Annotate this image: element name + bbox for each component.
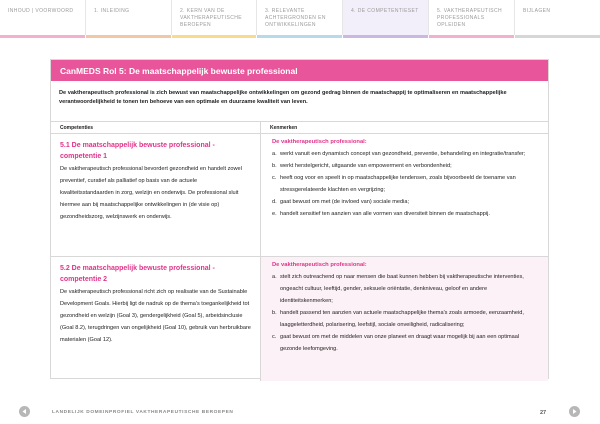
tab-inleiding[interactable] — [86, 0, 172, 35]
tab-color-bar — [515, 35, 600, 38]
list-item — [272, 172, 540, 196]
next-page-button[interactable] — [569, 406, 580, 417]
column-header-kenmerken: Kenmerken — [270, 125, 298, 131]
tab-color-bar — [86, 35, 171, 38]
tab-opleiden[interactable] — [429, 0, 515, 35]
competence-cell — [51, 134, 261, 256]
list-item — [272, 208, 540, 220]
list-item — [272, 307, 540, 331]
list-item — [272, 160, 540, 172]
characteristics-title: De vaktherapeutisch professional: — [272, 262, 367, 268]
list-letter: d. — [272, 199, 277, 205]
tab-bijlagen[interactable] — [515, 0, 600, 35]
tab-label: BIJLAGEN — [523, 8, 551, 14]
list-letter: a. — [272, 151, 277, 157]
competency-card — [50, 59, 549, 379]
arrow-left-icon — [19, 406, 30, 417]
list-item — [272, 331, 540, 355]
tab-competentieset[interactable] — [343, 0, 429, 35]
table-row — [51, 257, 548, 381]
list-text: gaat bewust om met (de invloed van) sociale media; — [280, 199, 410, 205]
arrow-right-icon — [569, 406, 580, 417]
tab-label: 2. KERN VAN DE VAKTHERAPEUTISCHE BEROEPEN — [180, 8, 242, 28]
competence-text: De vaktherapeutisch professional richt zich op realisatie van de Sustainable Development Goals. Hierbij ligt de nadruk op de thema's toegankelijkheid tot gezondheid en welzijn (Goal 3), gendergelijkheid (Goal 5), arbeidsinclusie (Goal 8.2), terugdringen van ongelijkheid (Goal 10), gebruik van herbruikbare materialen (Goal 12). — [60, 289, 251, 343]
tab-inhoud[interactable] — [0, 0, 86, 35]
characteristics-list — [272, 148, 540, 220]
tab-label: 3. RELEVANTE ACHTERGRONDEN EN ONTWIKKELINGEN — [265, 8, 326, 28]
list-text: stelt zich outreachend op naar mensen die baat kunnen hebben bij vaktherapeutische interventies, ongeacht cultuur, leeftijd, gender, seksuele oriëntatie, denkniveau, geloof en andere identiteitskenmerken; — [280, 274, 524, 304]
tab-color-bar — [429, 35, 514, 38]
tab-color-bar — [172, 35, 256, 38]
list-text: handelt passend ten aanzien van actuele maatschappelijke thema's zoals armoede, eenzaamheid, laaggeletterdheid, polarisering, leefstijl, sociale onveiligheid, radicalisering; — [280, 310, 524, 328]
competence-title: 5.2 De maatschappelijk bewuste professional - competentie 2 — [60, 265, 215, 283]
characteristics-title: De vaktherapeutisch professional: — [272, 139, 367, 145]
competence-text: De vaktherapeutisch professional bevordert gezondheid en handelt zowel preventief, curatief als palliatief op basis van de actuele kwaliteitsstandaarden in zorg, welzijn en onderwijs. De professional sluit hiermee aan bij maatschappelijke ontwikkelingen in (de visie op) gezondheidszorg, welzijnswerk en onderwijs. — [60, 166, 242, 220]
tab-label: 1. INLEIDING — [94, 8, 130, 14]
list-text: handelt sensitief ten aanzien van alle vormen van diversiteit binnen de maatschappij. — [280, 211, 490, 217]
page-footer — [0, 403, 600, 421]
card-intro: De vaktherapeutisch professional is zich bewust van maatschappelijke ontwikkelingen om gezond gedrag binnen de maatschappij te optimaliseren en maatschappelijke verantwoordelijkheid te tonen ten behoeve van een optimale en duurzame kwaliteit van leven. — [51, 81, 548, 122]
tab-color-bar — [343, 35, 428, 38]
tab-label: 4. DE COMPETENTIESET — [351, 8, 419, 14]
list-letter: a. — [272, 274, 277, 280]
previous-page-button[interactable] — [19, 406, 30, 417]
competence-cell — [51, 257, 261, 381]
tab-color-bar — [257, 35, 342, 38]
list-item — [272, 148, 540, 160]
card-title: CanMEDS Rol 5: De maatschappelijk bewuste professional — [51, 60, 548, 81]
tab-color-bar — [0, 35, 85, 38]
list-text: heeft oog voor en speelt in op maatschappelijke tendensen, zoals bijvoorbeeld de toename van stressgerelateerde klachten en vergrijzing; — [280, 175, 516, 193]
list-letter: b. — [272, 310, 277, 316]
list-text: werkt vanuit een dynamisch concept van gezondheid, preventie, behandeling en integratie/transfer; — [280, 151, 526, 157]
tab-relevante-achtergronden[interactable] — [257, 0, 343, 35]
list-letter: c. — [272, 175, 277, 181]
characteristics-cell — [261, 257, 548, 381]
page-number: 27 — [540, 410, 547, 416]
list-text: werkt herstelgericht, uitgaande van empowerment en verbondenheid; — [280, 163, 452, 169]
characteristics-list — [272, 271, 540, 355]
list-letter: c. — [272, 334, 277, 340]
top-navigation-tabs — [0, 0, 600, 40]
list-text: gaat bewust om met de middelen van onze planeet en draagt waar mogelijk bij aan een optimaal gezonde leefomgeving. — [280, 334, 520, 352]
column-header-competenties: Competenties — [51, 122, 261, 133]
list-letter: b. — [272, 163, 277, 169]
competence-title: 5.1 De maatschappelijk bewuste professional - competentie 1 — [60, 142, 215, 160]
list-item — [272, 271, 540, 307]
list-item — [272, 196, 540, 208]
characteristics-cell — [261, 134, 548, 256]
column-header-row — [51, 122, 548, 134]
tab-label: INHOUD | VOORWOORD — [8, 8, 74, 14]
table-row — [51, 134, 548, 257]
footer-title: LANDELIJK DOMEINPROFIEL VAKTHERAPEUTISCHE BEROEPEN — [52, 410, 234, 415]
list-letter: e. — [272, 211, 277, 217]
tab-kern[interactable] — [172, 0, 257, 35]
tab-label: 5. VAKTHERAPEUTISCH PROFESSIONALS OPLEIDEN — [437, 8, 503, 28]
